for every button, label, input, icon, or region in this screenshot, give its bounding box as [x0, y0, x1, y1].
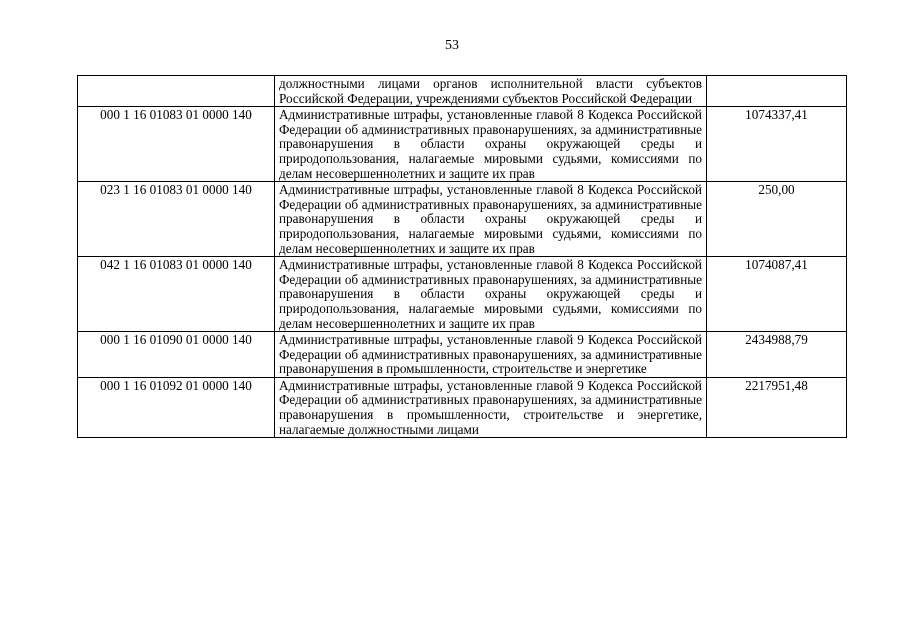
description-cell: должностными лицами органов исполнительной власти субъектов Российской Федерации, учреждениями субъектов Российской Федерации: [275, 76, 707, 107]
description-cell: Административные штрафы, установленные главой 8 Кодекса Российской Федерации об административных правонарушениях, за административные правонарушения в области охраны окружающей среды и природопользования, налагаемые мировыми судьями, комиссиями по делам несовершеннолетних и защите их прав: [275, 182, 707, 257]
table-row: [78, 332, 847, 378]
amount-cell: 2217951,48: [707, 377, 847, 437]
budget-code-cell: 000 1 16 01083 01 0000 140: [78, 107, 275, 182]
amount-cell: [707, 76, 847, 107]
budget-code-cell: 000 1 16 01090 01 0000 140: [78, 332, 275, 378]
description-cell: Административные штрафы, установленные главой 8 Кодекса Российской Федерации об административных правонарушениях, за административные правонарушения в области охраны окружающей среды и природопользования, налагаемые мировыми судьями, комиссиями по делам несовершеннолетних и защите их прав: [275, 107, 707, 182]
description-cell: Административные штрафы, установленные главой 9 Кодекса Российской Федерации об административных правонарушениях, за административные правонарушения в промышленности, строительстве и энергетике: [275, 332, 707, 378]
amount-cell: 1074087,41: [707, 257, 847, 332]
budget-code-cell: 000 1 16 01092 01 0000 140: [78, 377, 275, 437]
budget-revenue-table: [77, 75, 847, 438]
budget-code-cell: [78, 76, 275, 107]
amount-cell: 250,00: [707, 182, 847, 257]
table-row: [78, 182, 847, 257]
amount-cell: 1074337,41: [707, 107, 847, 182]
description-cell: Административные штрафы, установленные главой 9 Кодекса Российской Федерации об административных правонарушениях, за административные правонарушения в промышленности, строительстве и энергетике, налагаемые должностными лицами: [275, 377, 707, 437]
table-row: [78, 107, 847, 182]
table-row: [78, 377, 847, 437]
budget-code-cell: 042 1 16 01083 01 0000 140: [78, 257, 275, 332]
page-number: 53: [445, 38, 459, 53]
table-row: [78, 76, 847, 107]
description-cell: Административные штрафы, установленные главой 8 Кодекса Российской Федерации об административных правонарушениях, за административные правонарушения в области охраны окружающей среды и природопользования, налагаемые мировыми судьями, комиссиями по делам несовершеннолетних и защите их прав: [275, 257, 707, 332]
table-row: [78, 257, 847, 332]
amount-cell: 2434988,79: [707, 332, 847, 378]
budget-code-cell: 023 1 16 01083 01 0000 140: [78, 182, 275, 257]
